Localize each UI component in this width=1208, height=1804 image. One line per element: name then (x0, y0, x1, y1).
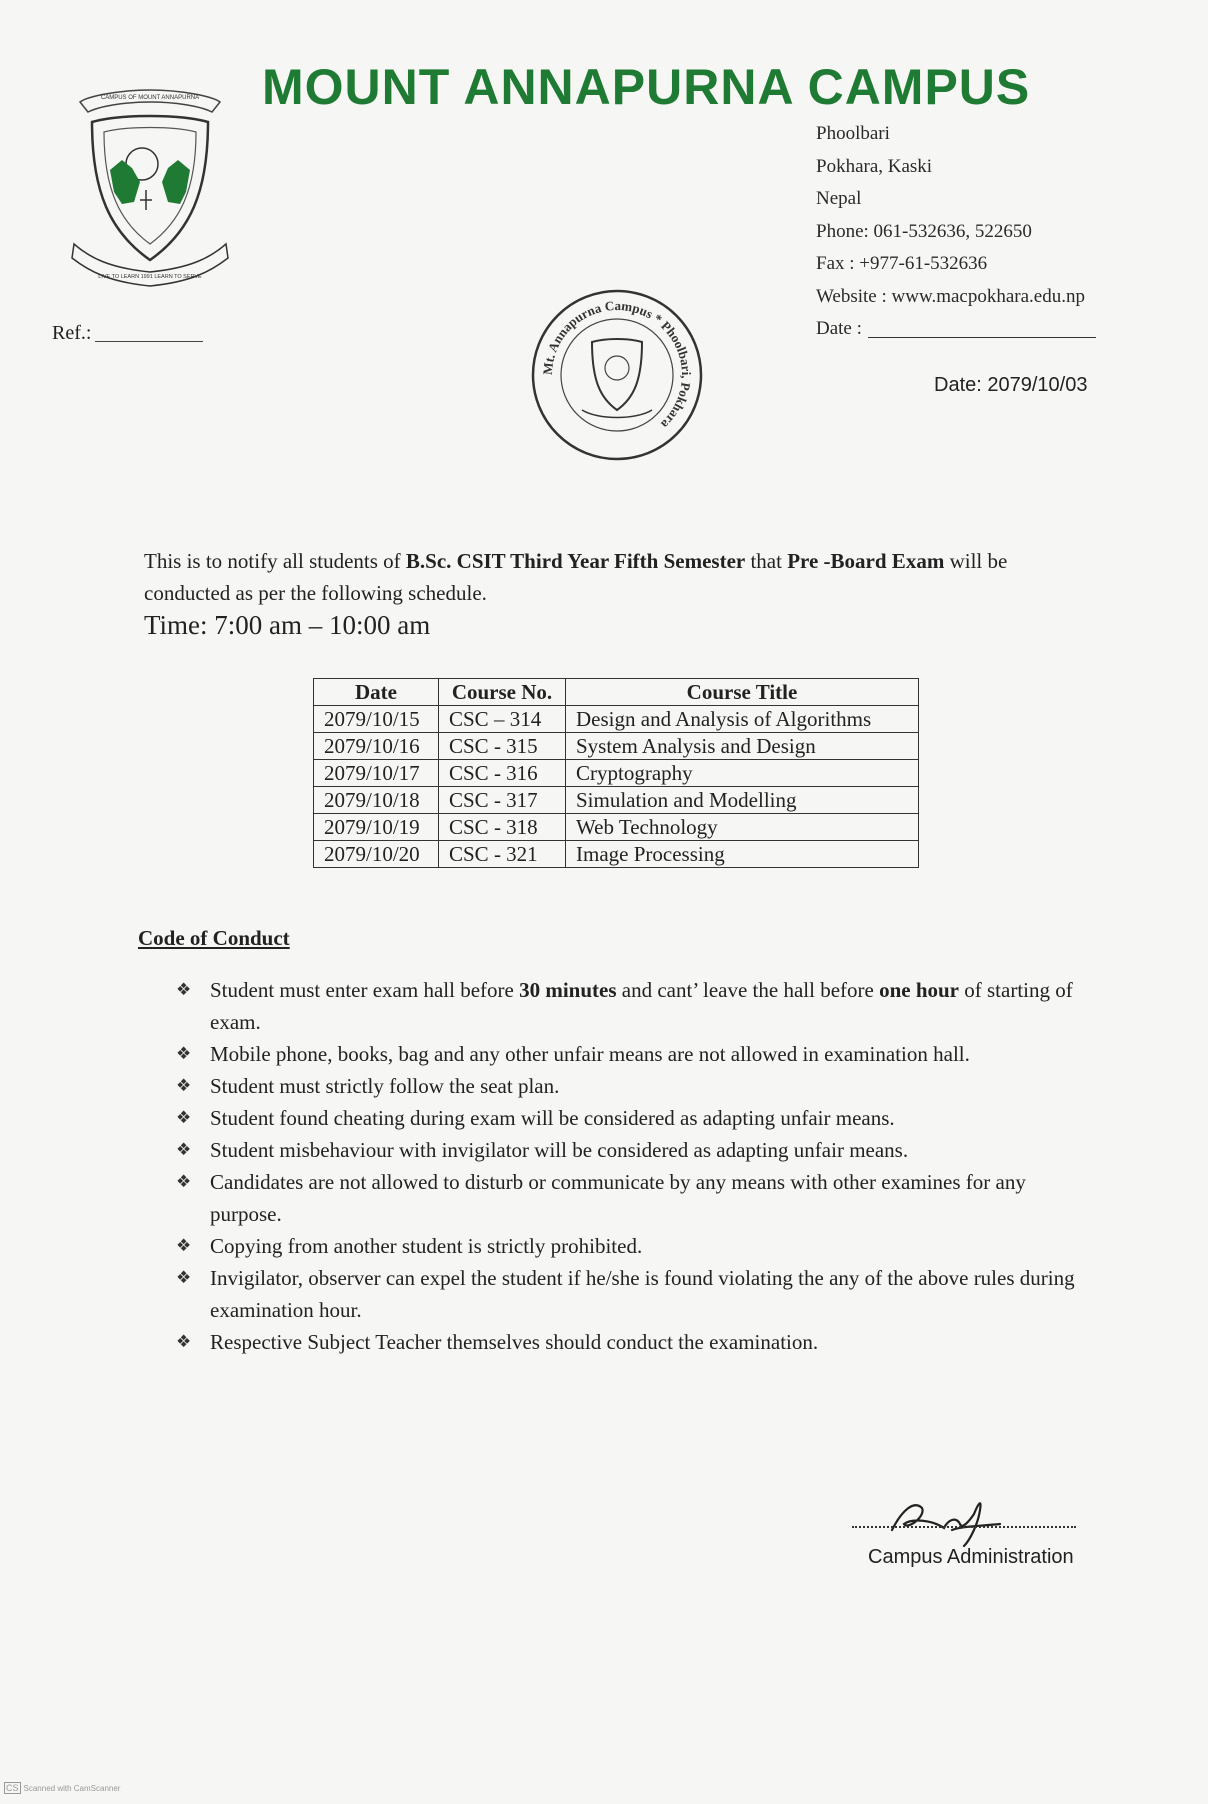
diamond-bullet-icon: ❖ (176, 1044, 192, 1063)
campus-address (816, 118, 1096, 346)
list-item: ❖ Respective Subject Teacher themselves should conduct the examination. (170, 1326, 1085, 1358)
scanner-watermark (4, 1782, 120, 1794)
campus-seal-stamp (528, 280, 706, 470)
table-row (314, 787, 919, 814)
diamond-bullet-icon: ❖ (176, 1332, 192, 1351)
list-item: ❖ Invigilator, observer can expel the student if he/she is found violating the any of the above rules during examination hour. (170, 1262, 1085, 1326)
header-date-field (816, 313, 1096, 346)
cell-course-title: Design and Analysis of Algorithms (566, 706, 919, 733)
cell-course-title: Simulation and Modelling (566, 787, 919, 814)
column-header-course-title: Course Title (566, 679, 919, 706)
phone-line: Phone: 061-532636, 522650 (816, 220, 1032, 242)
column-header-date: Date (314, 679, 439, 706)
exam-name: Pre -Board Exam (787, 549, 945, 573)
diamond-bullet-icon: ❖ (176, 1076, 192, 1095)
list-item: ❖ Student must strictly follow the seat plan. (170, 1070, 1085, 1102)
exam-time: Time: 7:00 am – 10:00 am (144, 610, 431, 640)
cell-date: 2079/10/17 (314, 760, 439, 787)
cell-course-no: CSC - 315 (439, 733, 566, 760)
diamond-bullet-icon: ❖ (176, 1268, 192, 1287)
cell-course-no: CSC - 317 (439, 787, 566, 814)
cell-course-title: System Analysis and Design (566, 733, 919, 760)
cell-course-no: CSC - 318 (439, 814, 566, 841)
cell-date: 2079/10/20 (314, 841, 439, 868)
diamond-bullet-icon: ❖ (176, 1108, 192, 1127)
notice-date: Date: 2079/10/03 (934, 374, 1088, 396)
diamond-bullet-icon: ❖ (176, 1140, 192, 1159)
cell-course-title: Cryptography (566, 760, 919, 787)
scanner-text: Scanned with CamScanner (23, 1784, 121, 1793)
table-row (314, 706, 919, 733)
list-item: ❖ Candidates are not allowed to disturb or communicate by any means with other examines for any purpose. (170, 1166, 1085, 1230)
table-row (314, 760, 919, 787)
ref-label: Ref.: (52, 322, 92, 344)
cell-date: 2079/10/16 (314, 733, 439, 760)
svg-text:CAMPUS OF MOUNT ANNAPURNA: CAMPUS OF MOUNT ANNAPURNA (100, 95, 200, 101)
cell-date: 2079/10/19 (314, 814, 439, 841)
ref-blank (95, 327, 203, 342)
code-of-conduct-heading: Code of Conduct (138, 926, 290, 950)
diamond-bullet-icon: ❖ (176, 1172, 192, 1191)
exam-schedule-table (313, 678, 919, 868)
list-item: ❖ Student must enter exam hall before 30 minutes and cant’ leave the hall before one hour of starting of exam. (170, 974, 1085, 1038)
svg-text:LIVE TO LEARN 1991 LEARN TO SE: LIVE TO LEARN 1991 LEARN TO SERVE (98, 274, 202, 280)
cell-course-title: Web Technology (566, 814, 919, 841)
signature-line (852, 1526, 1076, 1528)
diamond-bullet-icon: ❖ (176, 1236, 192, 1255)
address-line: Phoolbari (816, 123, 890, 144)
table-row (314, 814, 919, 841)
list-item: ❖ Student misbehaviour with invigilator will be considered as adapting unfair means. (170, 1134, 1085, 1166)
code-of-conduct-list (170, 974, 1085, 1358)
table-row (314, 733, 919, 760)
cell-course-title: Image Processing (566, 841, 919, 868)
signature-label: Campus Administration (868, 1546, 1074, 1568)
cell-course-no: CSC – 314 (439, 706, 566, 733)
program-name: B.Sc. CSIT Third Year Fifth Semester (405, 549, 746, 573)
cell-date: 2079/10/15 (314, 706, 439, 733)
list-item: ❖ Mobile phone, books, bag and any other unfair means are not allowed in examination hall. (170, 1038, 1085, 1070)
table-header-row (314, 679, 919, 706)
website-line: Website : www.macpokhara.edu.np (816, 285, 1085, 307)
notice-paragraph: This is to notify all students of B.Sc. CSIT Third Year Fifth Semester that Pre -Board Exam will be conducted as per the following schedule. (144, 549, 1008, 605)
column-header-course-no: Course No. (439, 679, 566, 706)
svg-text:Mt. Annapurna Campus * Phoolba: Mt. Annapurna Campus * Phoolbari, Pokhara (539, 297, 695, 433)
handwritten-signature (852, 1490, 1076, 1554)
address-line: Nepal (816, 188, 862, 209)
list-item: ❖ Student found cheating during exam will be considered as adapting unfair means. (170, 1102, 1085, 1134)
cell-course-no: CSC - 321 (439, 841, 566, 868)
campus-name: MOUNT ANNAPURNA CAMPUS (262, 59, 1031, 115)
camscanner-icon: CS (6, 1783, 19, 1793)
header-date-label: Date : (816, 318, 862, 339)
ref-field (52, 322, 203, 345)
fax-line: Fax : +977-61-532636 (816, 253, 988, 274)
header-date-blank (868, 321, 1096, 338)
cell-date: 2079/10/18 (314, 787, 439, 814)
list-item: ❖ Copying from another student is strictly prohibited. (170, 1230, 1085, 1262)
address-line: Pokhara, Kaski (816, 155, 933, 177)
table-row (314, 841, 919, 868)
campus-logo (70, 72, 230, 302)
cell-course-no: CSC - 316 (439, 760, 566, 787)
diamond-bullet-icon: ❖ (176, 980, 192, 999)
